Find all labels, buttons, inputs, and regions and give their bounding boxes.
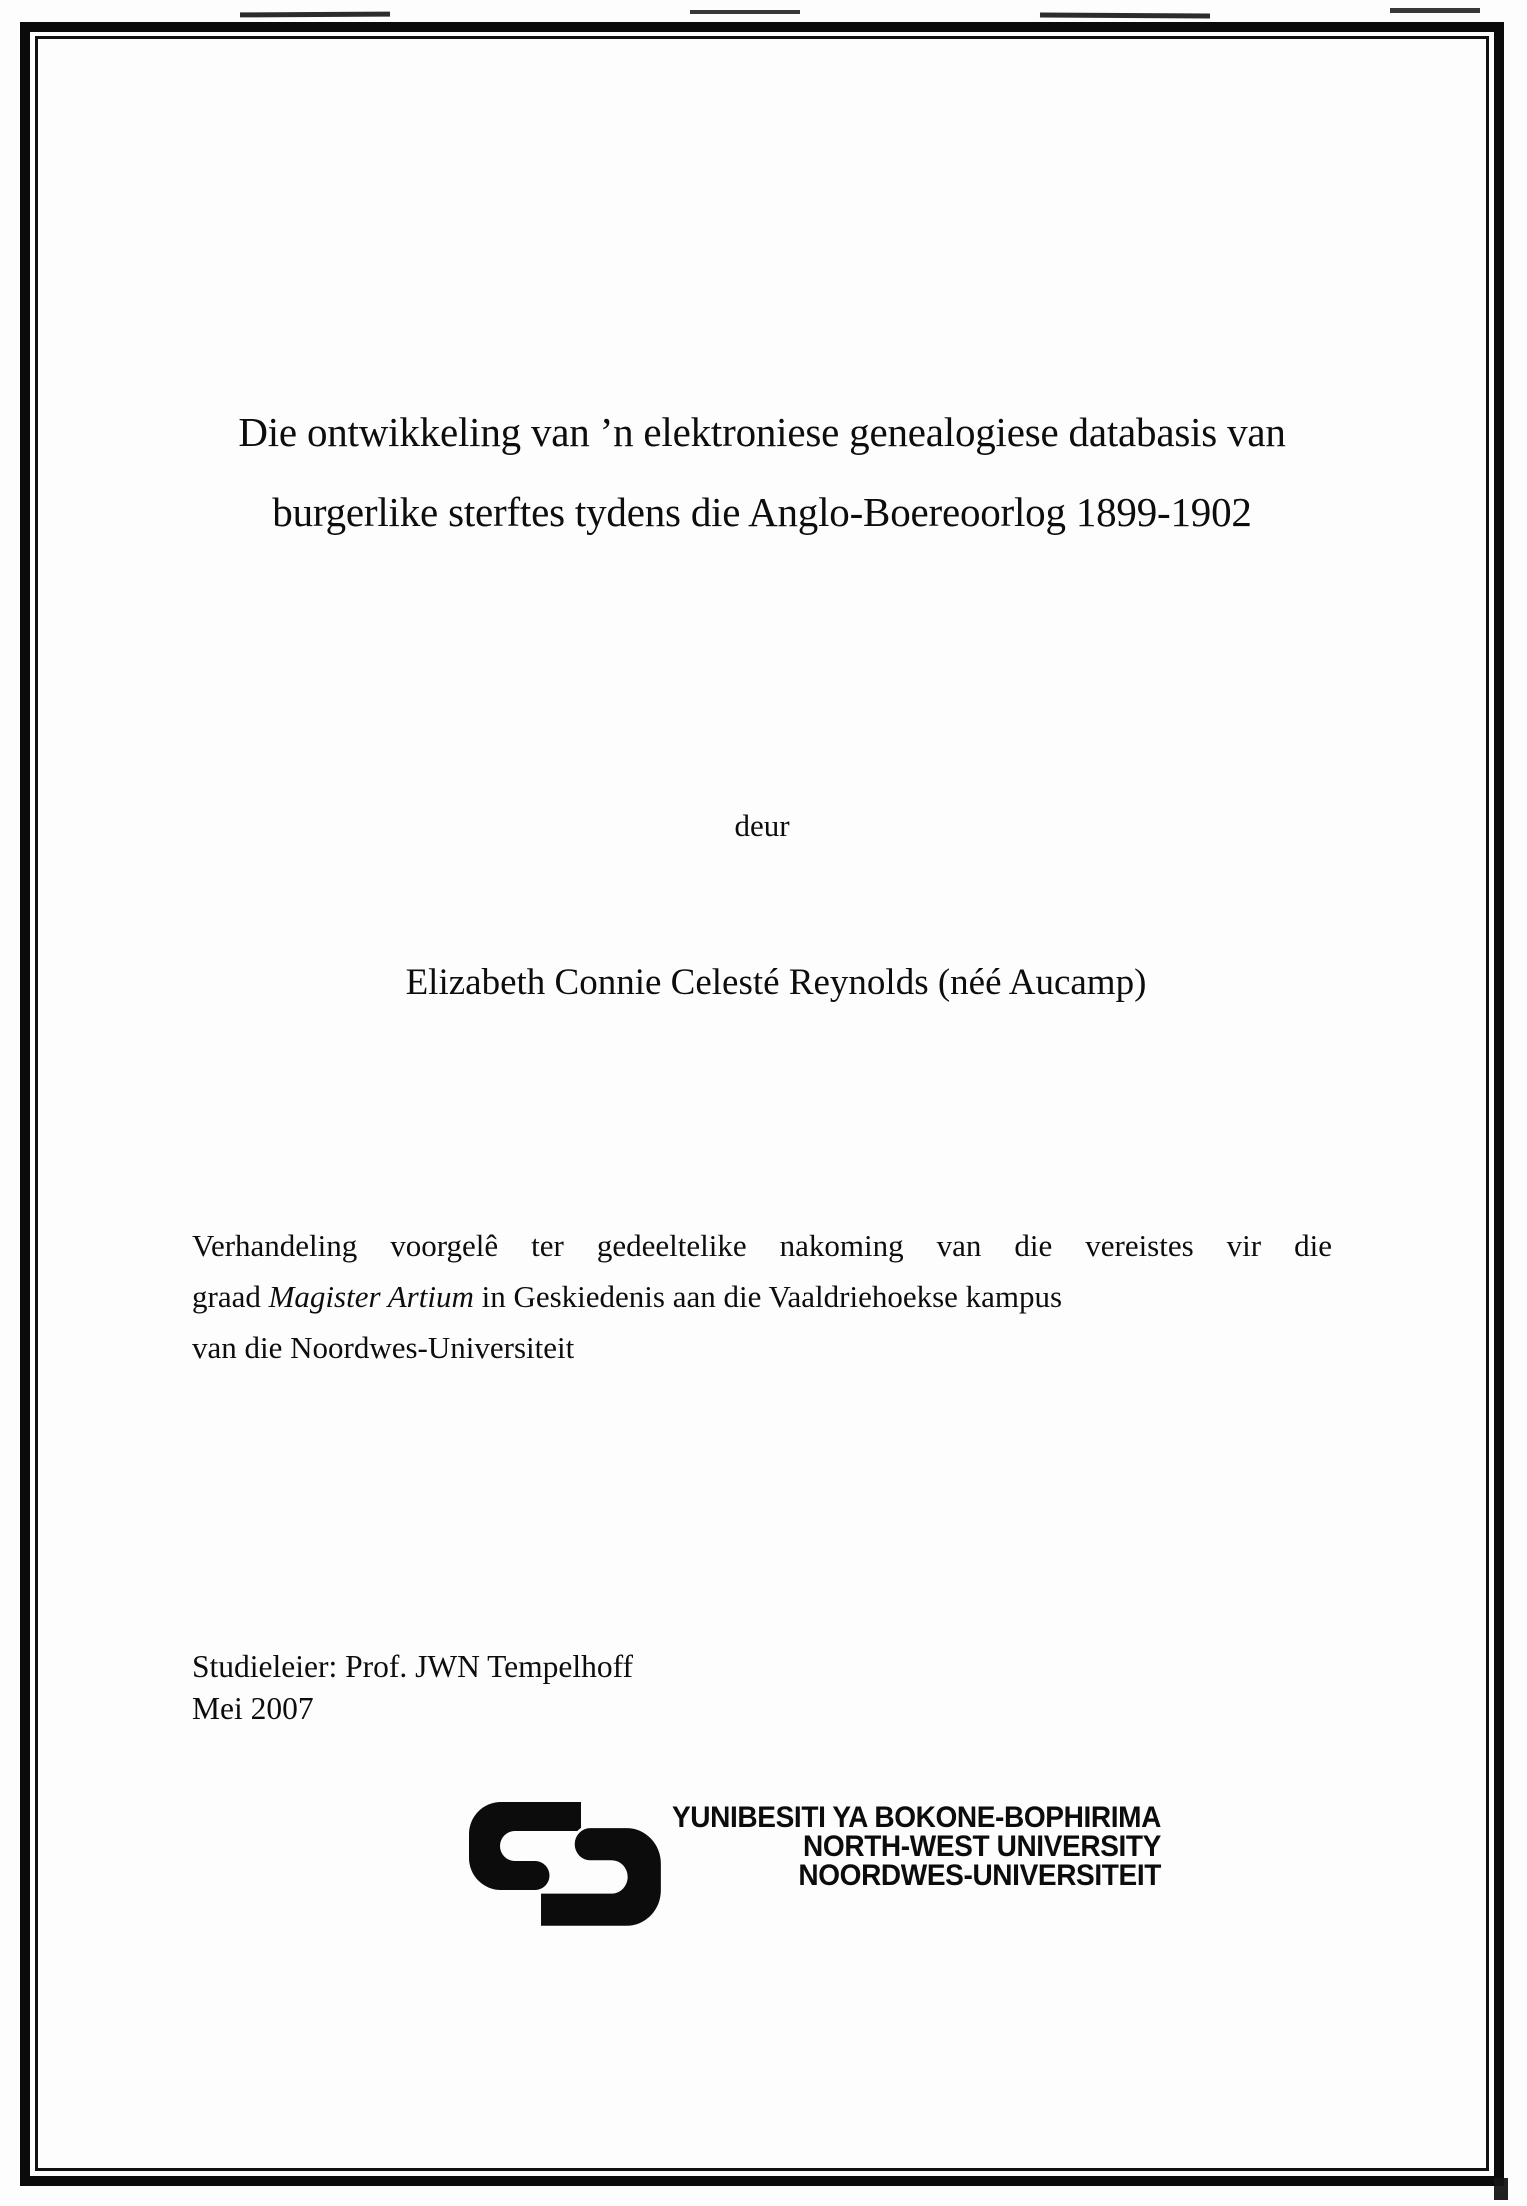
supervisor-block <box>192 1646 1092 1730</box>
logo-text-line-1: YUNIBESITI YA BOKONE-BOPHIRIMA <box>672 1801 1161 1834</box>
degree-name-italic: Magister Artium <box>268 1279 474 1314</box>
degree-statement-line-2 <box>192 1271 1332 1322</box>
university-logo <box>467 1800 1187 1929</box>
thesis-title-line-2: burgerlike sterftes tydens die Anglo-Boereoorlog 1899-1902 <box>272 489 1252 535</box>
scan-artifact <box>690 10 800 14</box>
logo-text-line-3: NOORDWES-UNIVERSITEIT <box>798 1859 1161 1892</box>
scan-artifact <box>240 12 390 18</box>
scan-artifact <box>1494 2178 1508 2200</box>
thesis-title-line-1: Die ontwikkeling van ’n elektroniese genealogiese databasis van <box>238 409 1286 455</box>
scan-artifact <box>1040 13 1210 19</box>
thesis-title <box>192 392 1332 552</box>
nwu-chainlink-logo-icon <box>467 1800 664 1929</box>
university-logo-text <box>672 1803 1161 1890</box>
supervisor-line: Studieleier: Prof. JWN Tempelhoff <box>192 1649 634 1684</box>
degree-statement <box>192 1220 1332 1373</box>
degree-statement-line-3: van die Noordwes-Universiteit <box>192 1330 575 1365</box>
date-line: Mei 2007 <box>192 1691 314 1726</box>
logo-text-line-2: NORTH-WEST UNIVERSITY <box>803 1830 1161 1863</box>
author-name: Elizabeth Connie Celesté Reynolds (néé Aucamp) <box>405 962 1147 1003</box>
degree-statement-line-2-pre: graad <box>192 1279 269 1314</box>
degree-statement-line-1: Verhandeling voorgelê ter gedeeltelike nakoming van die vereistes vir die <box>192 1228 1332 1263</box>
byline-label: deur <box>734 808 790 843</box>
scan-artifact <box>1390 8 1480 13</box>
degree-statement-line-2-post: in Geskiedenis aan die Vaaldriehoekse kampus <box>473 1279 1063 1314</box>
